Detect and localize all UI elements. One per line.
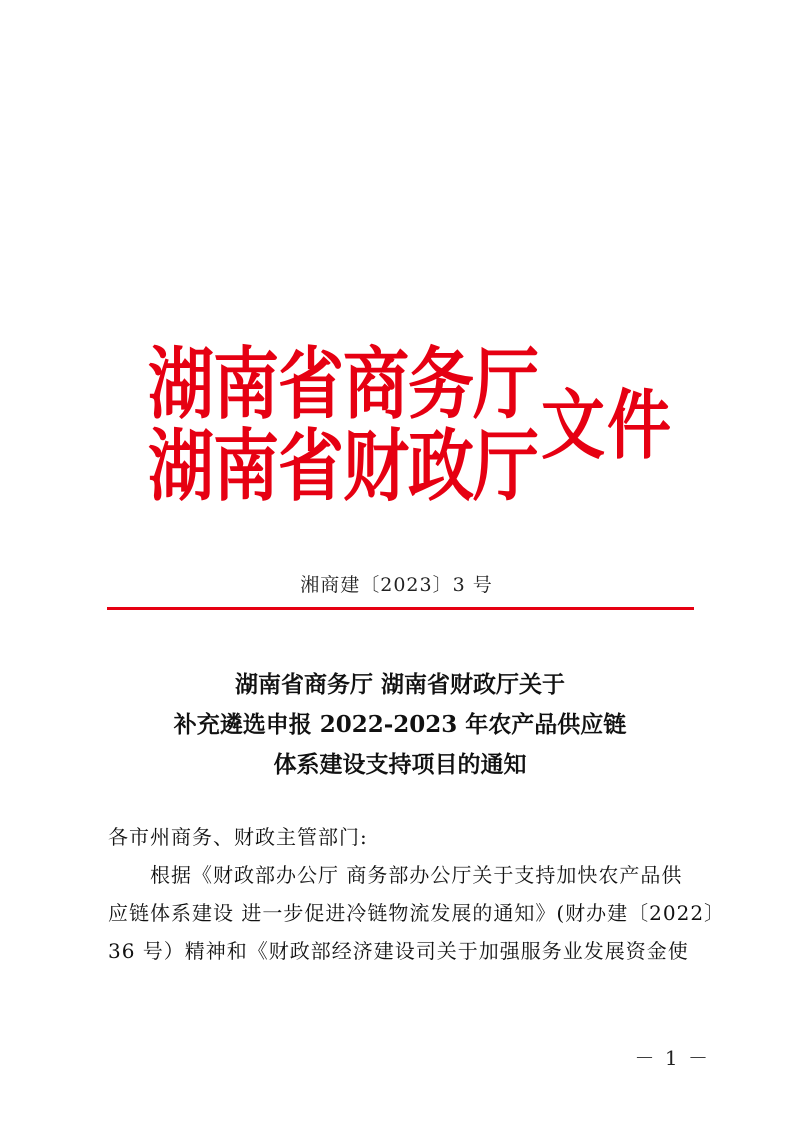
red-divider-rule bbox=[107, 607, 694, 610]
body-line-2: 应链体系建设 进一步促进冷链物流发展的通知》(财办建〔2022〕 bbox=[108, 901, 726, 925]
issuer-commerce-department: 湖南省商务厅 bbox=[148, 337, 538, 430]
body-line-3: 36 号）精神和《财政部经济建设司关于加强服务业发展资金使 bbox=[108, 939, 689, 963]
issuer-finance-department: 湖南省财政厅 bbox=[148, 419, 538, 512]
body-line-1: 根据《财政部办公厅 商务部办公厅关于支持加快农产品供 bbox=[150, 863, 683, 887]
salutation: 各市州商务、财政主管部门: bbox=[108, 825, 368, 849]
document-body bbox=[108, 818, 726, 970]
document-title-line-2: 补充遴选申报 2022-2023 年农产品供应链 bbox=[173, 711, 627, 738]
issuer-header bbox=[148, 337, 673, 515]
page-number: － 1 － bbox=[634, 1046, 710, 1070]
document-number: 湘商建〔2023〕3 号 bbox=[300, 574, 493, 596]
document-title-line-1: 湖南省商务厅 湖南省财政厅关于 bbox=[234, 671, 565, 698]
document-title bbox=[100, 665, 700, 785]
document-title-line-3: 体系建设支持项目的通知 bbox=[273, 751, 527, 778]
issuer-document-suffix: 文件 bbox=[541, 381, 673, 471]
